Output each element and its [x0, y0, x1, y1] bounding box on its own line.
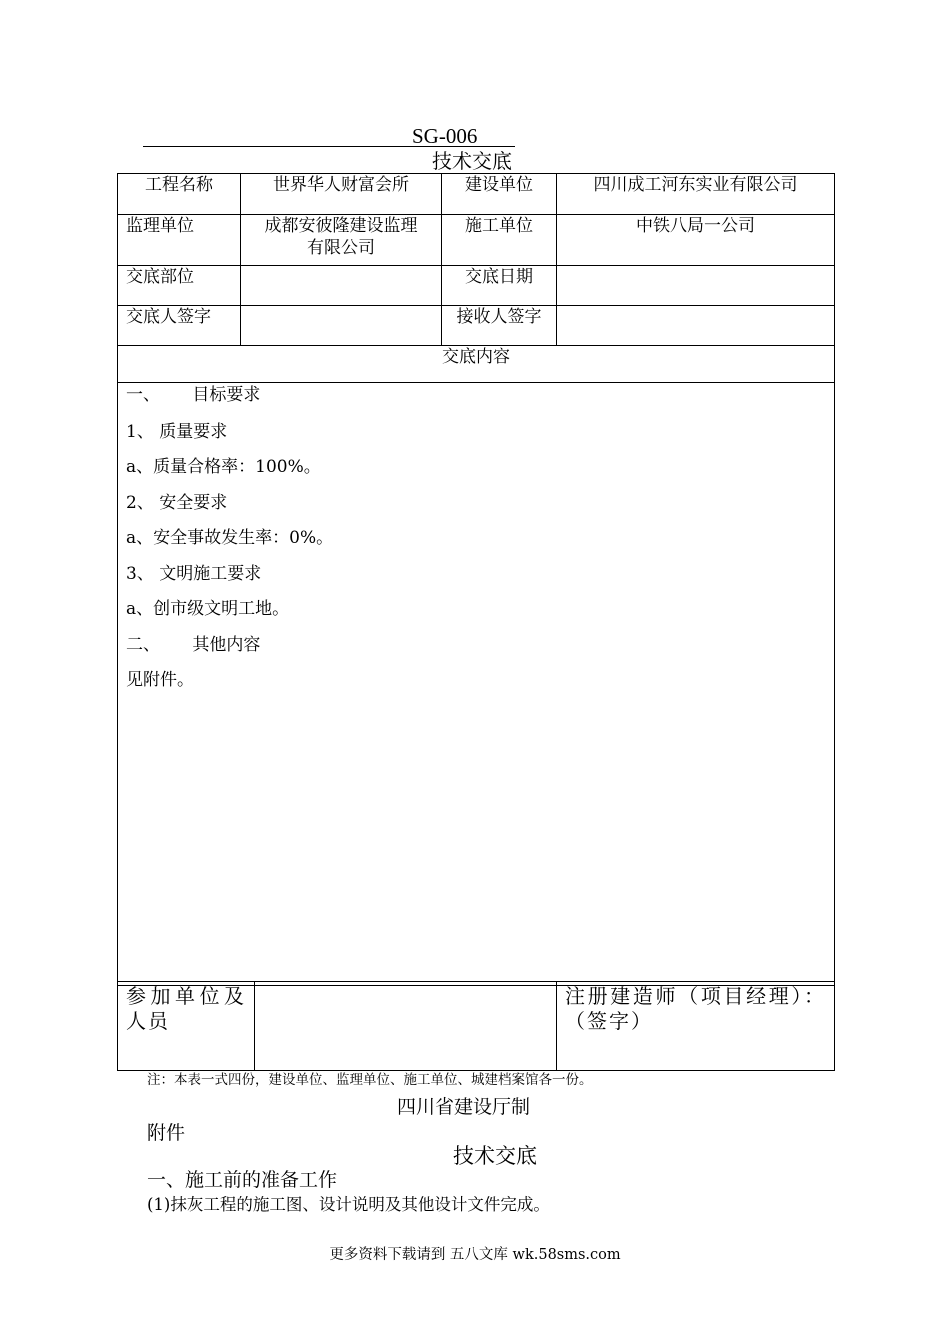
receiver-sign-label: 接收人签字 [442, 306, 557, 346]
form-code: SG-006 [412, 124, 478, 148]
content-line: 见附件。 [126, 670, 194, 690]
content-line: 二、 其他内容 [126, 634, 261, 655]
appendix-title: 技术交底 [453, 1144, 537, 1168]
table-row [118, 266, 835, 306]
signature-table [117, 981, 835, 1071]
supervisor-value [241, 215, 442, 266]
discloser-sign-field[interactable] [241, 306, 442, 346]
content-header: 交底内容 [118, 346, 835, 383]
table-row [118, 383, 835, 986]
form-title: 技术交底 [432, 149, 512, 173]
project-name-label: 工程名称 [118, 174, 241, 215]
disclosure-form-table [117, 173, 835, 986]
content-line: a、质量合格率：100%。 [126, 457, 321, 477]
supervisor-value-line2: 有限公司 [307, 238, 375, 258]
builder-sign-label: 注册建造师（项目经理）：（签字） [557, 982, 835, 1071]
disclosure-date-field[interactable] [557, 266, 835, 306]
content-line: a、安全事故发生率：0%。 [126, 528, 334, 548]
table-row [118, 346, 835, 383]
disclosure-date-label: 交底日期 [442, 266, 557, 306]
content-line: 一、 目标要求 [126, 385, 261, 405]
project-name-value: 世界华人财富会所 [241, 174, 442, 215]
supervisor-value-line1: 成都安彼隆建设监理 [264, 216, 418, 236]
table-row [118, 306, 835, 346]
content-body [118, 383, 835, 986]
builder-value: 四川成工河东实业有限公司 [557, 174, 835, 215]
disclosure-part-label: 交底部位 [118, 266, 241, 306]
appendix-label: 附件 [147, 1122, 186, 1144]
content-line: 1、 质量要求 [126, 421, 228, 442]
form-maker: 四川省建设厅制 [397, 1096, 531, 1118]
form-note: 注：本表一式四份，建设单位、监理单位、施工单位、城建档案馆各一份。 [147, 1072, 593, 1088]
participants-field[interactable] [255, 982, 557, 1071]
disclosure-part-field[interactable] [241, 266, 442, 306]
contractor-value: 中铁八局一公司 [557, 215, 835, 266]
section-item: (1)抹灰工程的施工图、设计说明及其他设计文件完成。 [147, 1195, 550, 1214]
table-row [118, 215, 835, 266]
table-row [118, 982, 835, 1071]
section-heading: 一、施工前的准备工作 [147, 1169, 338, 1191]
table-row [118, 174, 835, 215]
supervisor-label: 监理单位 [118, 215, 241, 266]
participants-label: 参加单位及人员 [118, 982, 255, 1071]
contractor-label: 施工单位 [442, 215, 557, 266]
content-line: 2、 安全要求 [126, 492, 228, 513]
content-line: 3、 文明施工要求 [126, 563, 262, 584]
content-line: a、创市级文明工地。 [126, 599, 290, 619]
discloser-sign-label: 交底人签字 [118, 306, 241, 346]
page-footer: 更多资料下载请到 五八文库 wk.58sms.com [329, 1247, 621, 1263]
builder-label: 建设单位 [442, 174, 557, 215]
receiver-sign-field[interactable] [557, 306, 835, 346]
